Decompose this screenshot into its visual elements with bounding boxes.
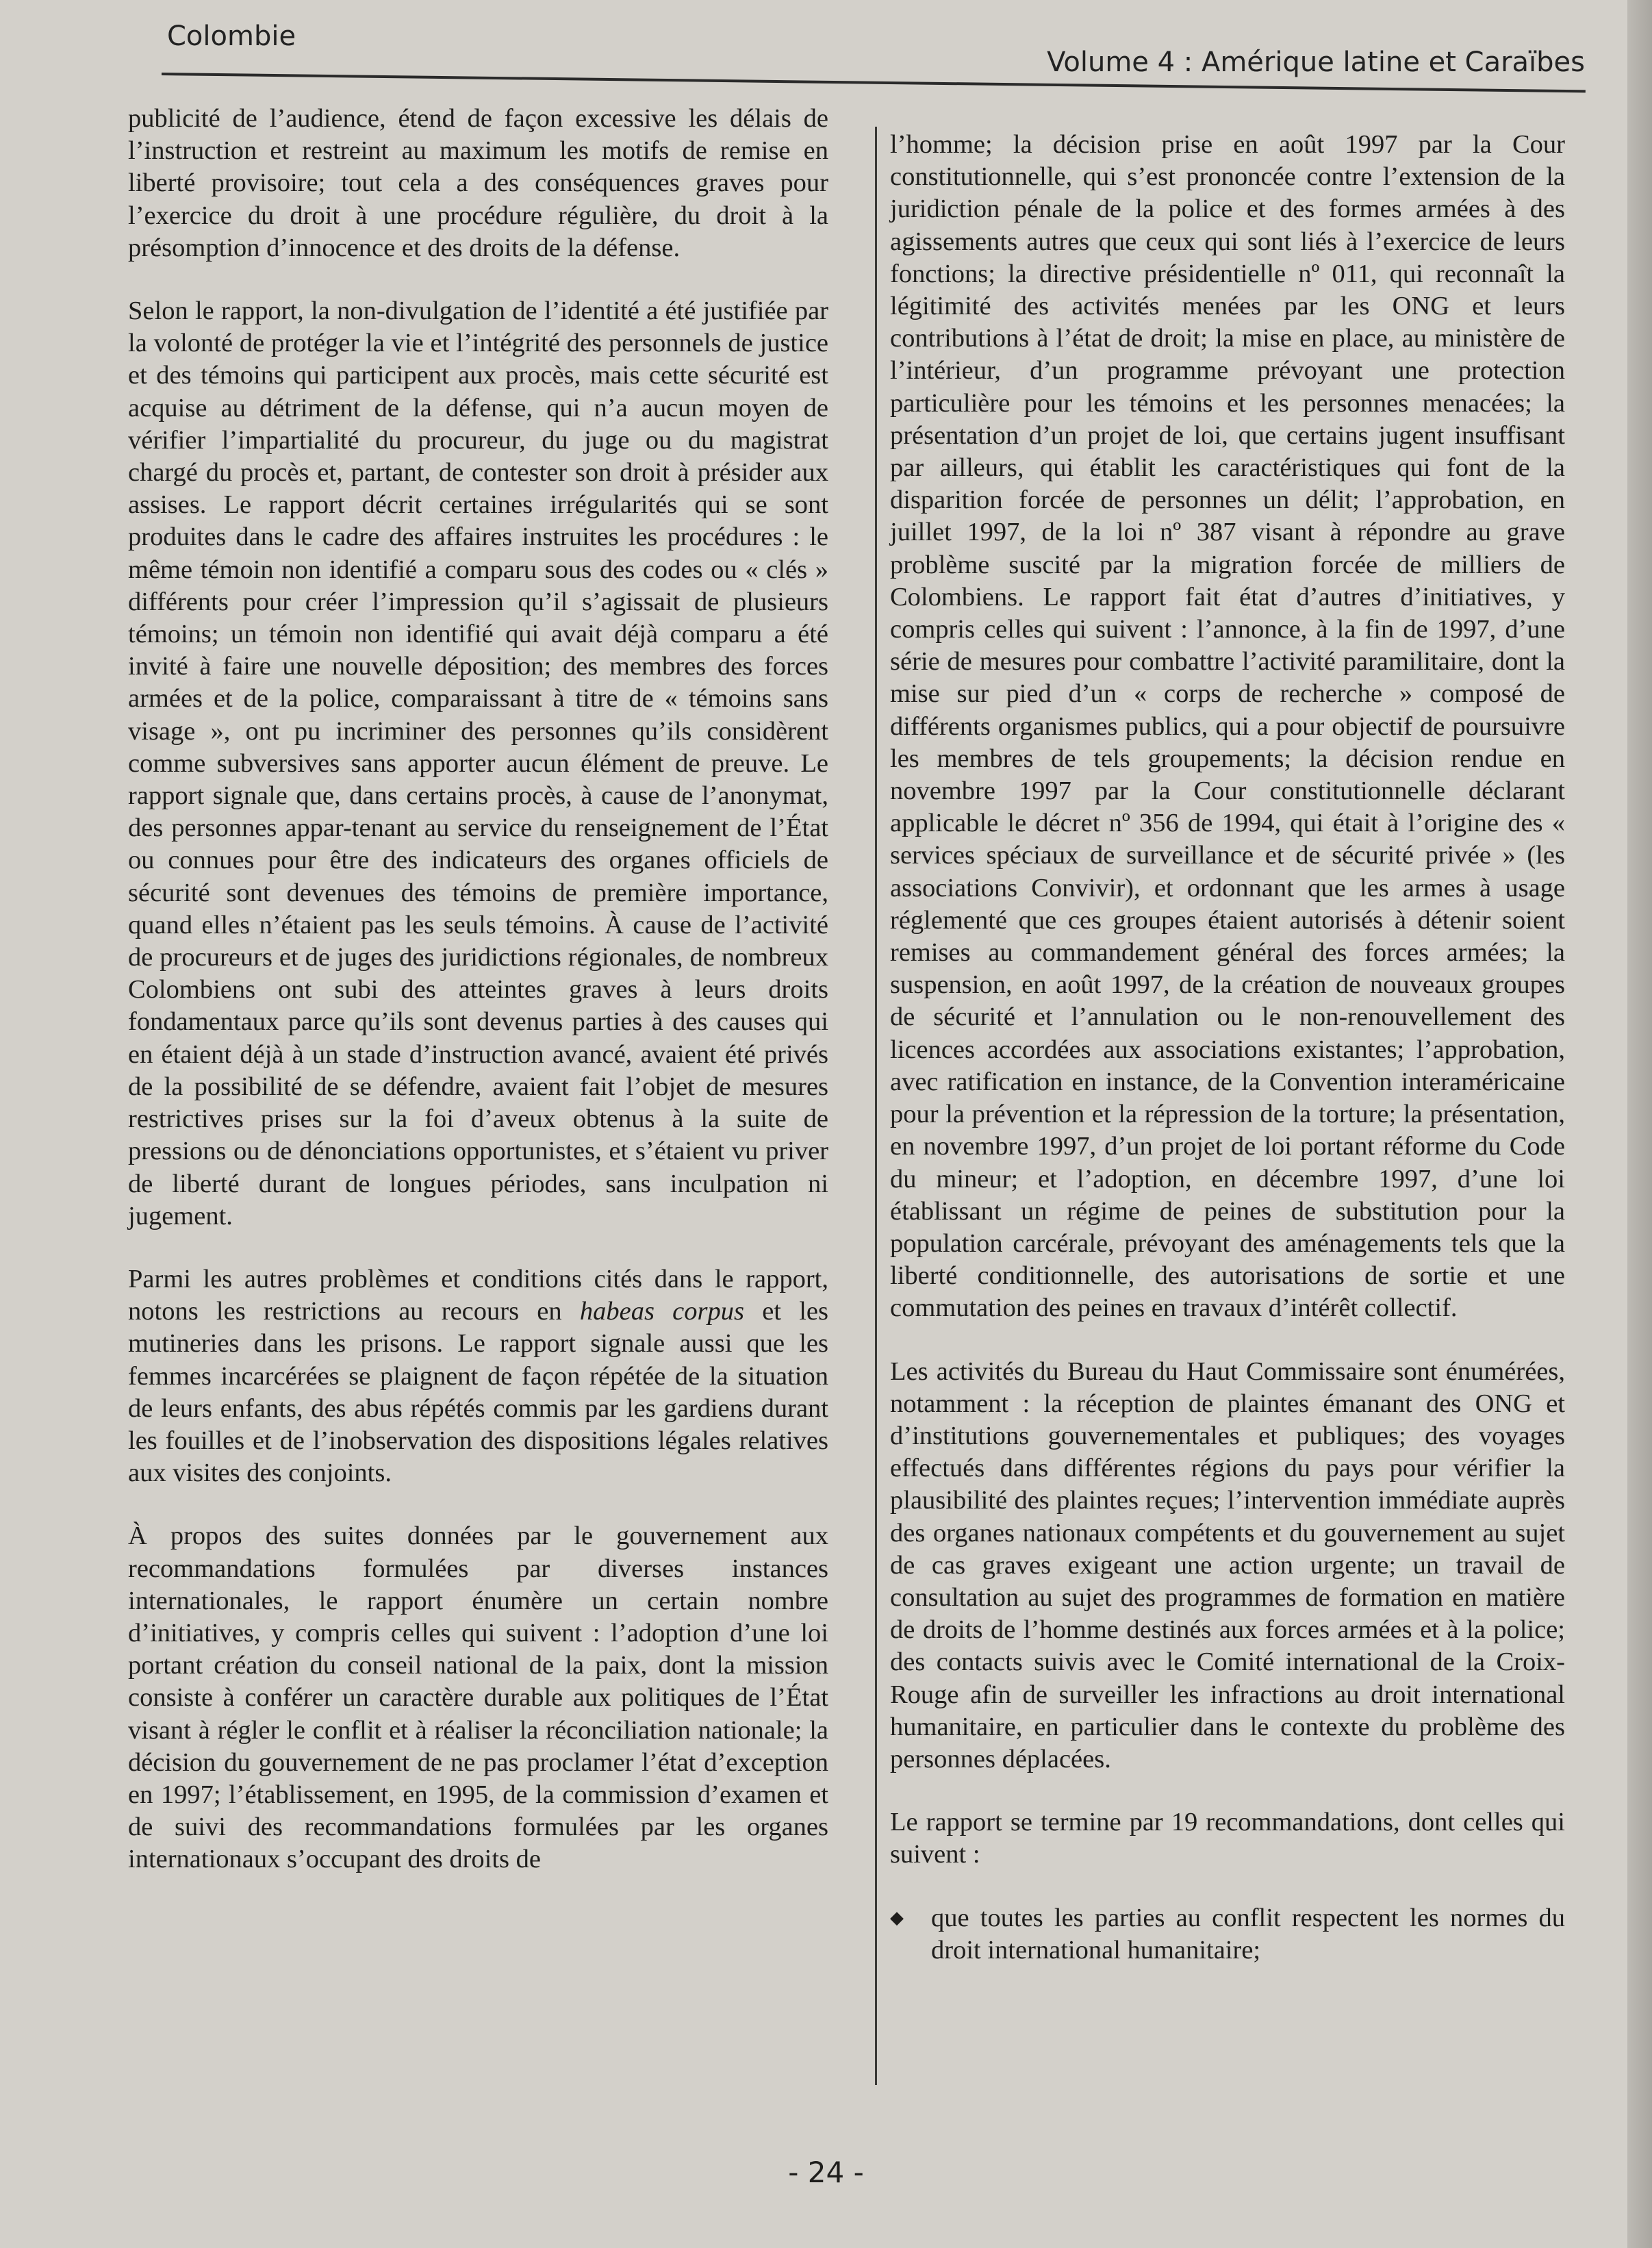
paragraph: publicité de l’audience, étend de façon excessive les délais de l’instruction et restreint au maximum les motifs de remise en liberté provisoire; tout cela a des conséquences graves pour l’exercice du droit à une procédure régulière, du droit à la présomption d’innocence et des droits de la défense.	[128, 104, 828, 262]
paragraph: Le rapport se termine par 19 recommandations, dont celles qui suivent :	[890, 1808, 1565, 1869]
paragraph: À propos des suites données par le gouvernement aux recommandations formulées par diverses instances internationales, le rapport énumère un certain nombre d’initiatives, y compris celles qui suivent : l’adoption d’une loi portant création du conseil national de la paix, dont la mission consiste à conférer un caractère durable aux politiques de l’État visant à régler le conflit et à réaliser la réconciliation nationale; la décision du gouvernement de ne pas proclamer l’état d’exception en 1997; l’établissement, en 1995, de la commission d’examen et de suivi des recommandations formulées par les organes internationaux s’occupant des droits de	[128, 1521, 828, 1874]
paragraph-text: Parmi les autres problèmes et conditions cités dans le rapport, notons les restrictions au recours en	[128, 1264, 828, 1326]
running-header-volume: Volume 4 : Amérique latine et Caraïbes	[1047, 47, 1585, 78]
latin-term: habeas corpus	[579, 1297, 744, 1326]
column-divider	[875, 127, 877, 2085]
paragraph: Selon le rapport, la non-divulgation de l’identité a été justifiée par la volonté de protéger la vie et l’intégrité des personnels de justice et des témoins qui participent aux procès, mais cette sécurité est acquise au détriment de la défense, qui n’a aucun moyen de vérifier l’impartialité du procureur, du juge ou du magistrat chargé du procès et, partant, de contester son droit à présider aux assises. Le rapport décrit certaines irrégularités qui se sont produites dans le cadre des affaires instruites les procédures : le même témoin non identifié a comparu sous des codes ou « clés » différents pour créer l’impression qu’il s’agissait de plusieurs témoins; un témoin non identifié qui avait déjà comparu a été invité à faire une nouvelle déposition; des membres des forces armées et de la police, comparaissant à titre de « témoins sans visage », ont pu incriminer des personnes qu’ils considèrent comme subversives sans apporter aucun élément de preuve. Le rapport signale que, dans certains procès, à cause de l’anonymat, des personnes appar-tenant au service du renseignement de l’État ou connues pour être des indicateurs des organes officiels de sécurité sont devenues des témoins de première importance, quand elles n’étaient pas les seuls témoins. À cause de l’activité de procureurs et de juges des juridictions régionales, de nombreux Colombiens ont subi des atteintes graves à leurs droits fondamentaux parce qu’ils sont devenus parties à des causes qui en étaient déjà à un stade d’instruction avancé, avaient été privés de la possibilité de se défendre, avaient fait l’objet de mesures restrictives prises sur la foi d’aveux obtenus à la suite de pressions ou de dénonciations opportunistes, et s’étaient vu priver de liberté durant de longues périodes, sans inculpation ni jugement.	[128, 296, 828, 1230]
paragraph: l’homme; la décision prise en août 1997 par la Cour constitutionnelle, qui s’est prononcée contre l’extension de la juridiction pénale de la police et des formes armées à des agissements autres que ceux qui sont liés à l’exercice de leurs fonctions; la directive présidentielle nº 011, qui reconnaît la légitimité des activités menées par les ONG et leurs contributions à l’état de droit; la mise en place, au ministère de l’intérieur, d’un programme prévoyant une protection particulière pour les témoins et les personnes menacées; la présentation d’un projet de loi, que certains jugent insuffisant par ailleurs, qui établit les caractéristiques qui font de la disparition forcée de personnes un délit; l’approbation, en juillet 1997, de la loi nº 387 visant à répondre au grave problème suscité par la migration forcée de milliers de Colombiens. Le rapport fait état d’autres d’initiatives, y compris celles qui suivent : l’annonce, à la fin de 1997, d’une série de mesures pour combattre l’activité paramilitaire, dont la mise sur pied d’un « corps de recherche » composé de différents organismes publics, qui a pour objectif de poursuivre les membres de tels groupements; la décision rendue en novembre 1997 par la Cour constitutionnelle déclarant applicable le décret nº 356 de 1994, qui était à l’origine des « services spéciaux de surveillance et de sécurité privée » (les associations Convivir), et ordonnant que les armes à usage réglementé que ces groupes étaient autorisés à détenir soient remises au commandement général des forces armées; la suspension, en août 1997, de la création de nouveaux groupes de sécurité et l’annulation ou le non-renouvellement des licences accordées aux associations existantes; l’approbation, avec ratification en instance, de la Convention interaméricaine pour la prévention et la répression de la torture; la présentation, en novembre 1997, d’un projet de loi portant réforme du Code du mineur; et l’adoption, en décembre 1997, d’une loi établissant un régime de peines de substitution pour la population carcérale, prévoyant des aménagements tels que la liberté conditionnelle, des autorisations de sortie et une commutation des peines en travaux d’intérêt collectif.	[890, 130, 1565, 1323]
paragraph: Les activités du Bureau du Haut Commissaire sont énumérées, notamment : la réception de plaintes émanant des ONG et d’institutions gouvernementales et publiques; des voyages effectués dans différentes régions du pays pour vérifier la plausibilité des plaintes reçues; l’intervention immédiate auprès des organes nationaux compétents et du gouvernement au sujet de cas graves exigeant une action urgente; un travail de consultation au sujet des programmes de formation en matière de droits de l’homme destinés aux forces armées et à la police; des contacts suivis avec le Comité international de la Croix-Rouge afin de surveiller les infractions au droit international humanitaire, en particulier dans le contexte du problème des personnes déplacées.	[890, 1356, 1565, 1773]
paragraph-text: et les mutineries dans les prisons. Le rapport signale aussi que les femmes incarcérées se plaignent de façon répétée de la situation de leurs enfants, des abus répétés commis par les gardiens durant les fouilles et de l’inobservation des dispositions légales relatives aux visites des conjoints.	[128, 1297, 828, 1488]
recommendations-list	[890, 1902, 1565, 1967]
diamond-bullet-icon: ◆	[890, 1907, 904, 1928]
list-item	[890, 1902, 1565, 1967]
running-header-country: Colombie	[167, 21, 296, 52]
page-number: - 24 -	[788, 2156, 864, 2189]
right-column	[890, 129, 1565, 1967]
page-edge-shadow	[1627, 0, 1652, 2248]
list-item-text: que toutes les parties au conflit respectent les normes du droit international humanitaire;	[931, 1903, 1565, 1965]
paragraph	[128, 1263, 828, 1489]
left-column	[128, 103, 828, 1876]
